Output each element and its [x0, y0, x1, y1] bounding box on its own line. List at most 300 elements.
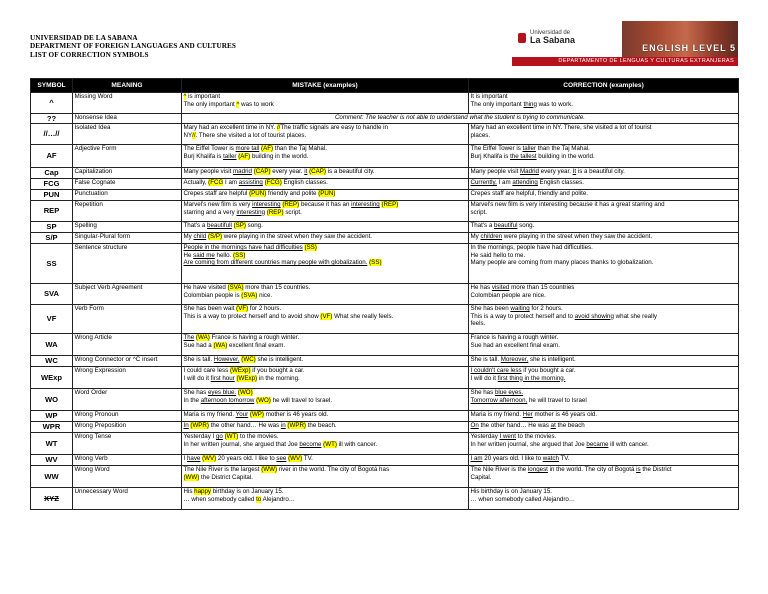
table-row: [31, 201, 739, 222]
text-segment: He said hello to me.: [470, 251, 526, 259]
text-segment: The Eiffel Tower is: [183, 145, 236, 152]
meaning-cell: Repetition: [73, 201, 182, 222]
correction-cell: [469, 124, 739, 145]
mistake-example-line: [184, 334, 467, 342]
underlined-text: have: [186, 455, 201, 462]
text-segment: more than 15 countries.: [243, 284, 311, 291]
meaning-cell: Wrong Article: [73, 334, 182, 356]
text-segment: Colombian people are nice.: [470, 291, 546, 299]
underlined-text: first thing in the morning.: [497, 374, 566, 382]
text-segment: She is tall.: [183, 356, 214, 363]
logo-univ-small: Universidad de: [530, 30, 571, 36]
text-segment: feels.: [470, 320, 486, 328]
error-marker: (CAP): [309, 168, 326, 175]
document-title: LIST OF CORRECTION SYMBOLS: [30, 50, 149, 59]
underlined-text: become: [299, 440, 322, 448]
correction-example-line: [471, 375, 737, 383]
underlined-text: it: [304, 168, 308, 175]
text-segment: building in the world.: [250, 152, 309, 160]
text-segment: … when somebody called: [183, 495, 257, 503]
text-segment: My: [183, 233, 194, 240]
symbol-cell: ??: [31, 114, 73, 124]
correction-example-line: [471, 334, 737, 342]
mistake-example-line: [184, 124, 467, 132]
text-segment: Yesterday I: [183, 433, 216, 440]
error-marker: (WW): [183, 473, 200, 481]
text-segment: Marvel's new film is very: [183, 201, 253, 208]
text-segment: TV.: [558, 455, 570, 462]
correction-example-line: [471, 168, 737, 176]
text-segment: for 2 hours.: [248, 305, 282, 312]
text-segment: is a beautiful city.: [325, 168, 375, 175]
underlined-text: waiting: [510, 305, 530, 312]
text-segment: Crepes staff are helpful: [183, 190, 250, 197]
underlined-text: madrid: [233, 168, 252, 175]
text-segment: ill with cancer.: [336, 440, 378, 448]
mistake-example-line: [184, 488, 467, 496]
underlined-text: at: [550, 422, 556, 429]
text-segment: The only important: [183, 100, 237, 108]
correction-example-line: [471, 233, 737, 241]
text-segment: he will travel to Israel.: [270, 396, 333, 404]
meaning-cell: Adjective Form: [73, 145, 182, 168]
underlined-text: children: [480, 233, 503, 240]
text-segment: What she really feels.: [332, 312, 394, 320]
text-segment: song.: [517, 222, 535, 229]
mistake-example-line: [184, 455, 467, 463]
underlined-text: I couldn't care less: [470, 367, 522, 374]
error-marker: ^: [183, 93, 187, 100]
underlined-text: The: [183, 334, 195, 341]
correction-example-line: [471, 313, 737, 321]
symbol-cell: SS: [31, 244, 73, 284]
symbol-cell: FCG: [31, 179, 73, 190]
text-segment: for 2 hours.: [529, 305, 563, 312]
text-segment: birthday is on January 15.: [211, 488, 284, 495]
error-marker: (SP): [233, 222, 246, 229]
text-segment: the District Capital.: [199, 473, 253, 481]
correction-cell: [469, 411, 739, 422]
underlined-text: beautifull: [207, 222, 232, 229]
mistake-cell: [182, 124, 469, 145]
text-segment: mother is 46 years old.: [532, 411, 598, 418]
text-segment: Capital.: [470, 473, 492, 481]
correction-cell: [469, 179, 739, 190]
course-logo-banner: [512, 21, 738, 66]
error-marker: //: [276, 124, 281, 131]
table-row: [31, 179, 739, 190]
error-marker: (SVA): [241, 291, 258, 299]
symbol-cell: WPR: [31, 422, 73, 433]
underlined-text: Are coming from different countries many people with globalization.: [183, 259, 368, 267]
correction-cell: [469, 389, 739, 411]
symbol-cell: REP: [31, 201, 73, 222]
error-marker: (WT): [323, 440, 337, 448]
table-row: [31, 455, 739, 466]
table-row: [31, 305, 739, 334]
text-segment: I: [183, 455, 187, 462]
text-segment: is a beautiful city.: [576, 168, 625, 175]
meaning-cell: Verb Form: [73, 305, 182, 334]
mistake-example-line: [184, 397, 467, 405]
underlined-text: assisting: [238, 179, 263, 186]
symbol-cell: AF: [31, 145, 73, 168]
table-row: [31, 466, 739, 488]
correction-example-line: [471, 179, 737, 187]
mistake-cell: [182, 466, 469, 488]
meaning-cell: Unnecessary Word: [73, 488, 182, 510]
underlined-text: Your: [235, 411, 249, 418]
text-segment: river in the world. The city of Bogotá has: [277, 466, 390, 473]
correction-example-line: [471, 222, 737, 230]
error-marker: (AF): [261, 145, 274, 152]
correction-example-line: [471, 320, 737, 328]
error-marker: (PUN): [249, 190, 267, 197]
mistake-example-line: [184, 259, 467, 267]
text-segment: France is having a rough winter.: [470, 334, 559, 341]
symbol-cell: Cap: [31, 168, 73, 179]
text-segment: Actually,: [183, 179, 209, 186]
table-row: [31, 433, 739, 455]
mistake-example-line: [184, 375, 467, 383]
meaning-cell: Capitalization: [73, 168, 182, 179]
university-name: UNIVERSIDAD DE LA SABANA: [30, 34, 138, 42]
error-marker: (VF): [320, 312, 333, 320]
column-header-meaning: MEANING: [73, 79, 182, 93]
error-marker: (VF): [236, 305, 249, 312]
error-marker: (CAP): [253, 168, 271, 175]
text-segment: The Nile River is the: [470, 466, 528, 473]
correction-example-line: [471, 244, 737, 252]
text-segment: His: [183, 488, 195, 495]
mistake-cell: [182, 244, 469, 284]
error-marker: (AF): [238, 152, 251, 160]
error-marker: (WExp): [229, 367, 251, 374]
text-segment: Alejandro…: [261, 495, 295, 503]
underlined-text: I am: [470, 455, 483, 462]
meaning-cell: Spelling: [73, 222, 182, 233]
mistake-example-line: [184, 132, 467, 140]
text-segment: In the mornings, people have had difficulties.: [470, 244, 593, 251]
mistake-cell: [182, 433, 469, 455]
error-marker: (REP): [266, 208, 284, 216]
error-marker: (WO): [237, 389, 253, 396]
table-row: [31, 145, 739, 168]
correction-example-line: [471, 496, 737, 504]
meaning-cell: Sentence structure: [73, 244, 182, 284]
table-row: [31, 334, 739, 356]
mistake-cell: [182, 305, 469, 334]
mistake-cell: [182, 422, 469, 433]
mistake-example-line: [184, 496, 467, 504]
mistake-cell: [182, 222, 469, 233]
table-row: [31, 124, 739, 145]
text-segment: My: [470, 233, 481, 240]
underlined-text: However,: [213, 356, 240, 363]
text-segment: Mary had an excellent time in NY.: [183, 124, 277, 131]
table-row: [31, 367, 739, 389]
error-marker: (WExp): [236, 374, 258, 382]
correction-example-line: [471, 101, 737, 109]
mistake-example-line: [184, 145, 467, 153]
text-segment: ill with cancer.: [608, 440, 649, 448]
text-segment: every year.: [270, 168, 305, 175]
error-marker: (PUN): [318, 190, 336, 197]
correction-example-line: [471, 201, 737, 209]
error-marker: (WA): [195, 334, 210, 341]
meaning-cell: Isolated Idea: [73, 124, 182, 145]
text-segment: script.: [470, 208, 488, 216]
correction-cell: [469, 168, 739, 179]
text-segment: In the: [183, 396, 201, 404]
correction-example-line: [471, 305, 737, 313]
symbol-cell: WExp: [31, 367, 73, 389]
mistake-example-line: [184, 244, 467, 252]
underlined-text: In: [183, 422, 189, 429]
symbol-cell: VF: [31, 305, 73, 334]
underlined-text: Tomorrow afternoon,: [470, 396, 528, 404]
mistake-cell: [182, 389, 469, 411]
column-header-mistake: MISTAKE (examples): [182, 79, 469, 93]
text-segment: Crepes staff are helpful, friendly and polite.: [470, 190, 589, 197]
text-segment: In her written journal, she argued that Joe: [470, 440, 587, 448]
correction-example-line: [471, 93, 737, 101]
text-segment: because it has an: [299, 201, 352, 208]
mistake-example-line: [184, 474, 467, 482]
meaning-cell: Word Order: [73, 389, 182, 411]
meaning-cell: Wrong Verb: [73, 455, 182, 466]
university-logo-text: [530, 30, 575, 45]
text-segment: every year.: [538, 168, 573, 175]
document-header: [30, 34, 236, 59]
symbol-cell: S/P: [31, 233, 73, 244]
correction-cell: [469, 222, 739, 233]
text-segment: She is tall.: [470, 356, 501, 363]
underlined-text: go: [215, 433, 223, 440]
error-marker: (REP): [282, 201, 300, 208]
error-marker: (WT): [224, 433, 239, 440]
mistake-example-line: [184, 222, 467, 230]
text-segment: TV.: [302, 455, 313, 462]
text-segment: Many people are coming from many places thanks to globalization.: [470, 259, 654, 267]
error-marker: (WPR): [190, 422, 209, 429]
text-segment: That's a: [183, 222, 208, 229]
mistake-example-line: [184, 389, 467, 397]
underlined-text: taller: [223, 152, 237, 160]
table-row: [31, 389, 739, 411]
meaning-cell: Missing Word: [73, 93, 182, 114]
error-marker: (FCG): [264, 179, 282, 186]
underlined-text: taller: [522, 145, 536, 152]
correction-cell: [469, 93, 739, 114]
symbol-cell: SP: [31, 222, 73, 233]
correction-example-line: [471, 411, 737, 419]
text-segment: Many people visit: [470, 168, 521, 175]
correction-example-line: [471, 153, 737, 161]
underlined-text: Madrid: [520, 168, 539, 175]
underlined-text: interesting: [351, 201, 380, 208]
text-segment: The traffic signals are easy to handle in: [280, 124, 388, 131]
table-row: [31, 244, 739, 284]
mistake-example-line: [184, 252, 467, 260]
text-segment: the beach: [555, 422, 585, 429]
text-segment: She has: [470, 389, 495, 396]
text-segment: were playing in the street when they saw the accident.: [502, 233, 653, 240]
text-segment: what she really: [613, 312, 657, 320]
text-segment: His birthday is on January 15.: [470, 488, 553, 495]
correction-cell: [469, 334, 739, 356]
text-segment: It is important: [470, 93, 508, 100]
symbol-cell: WA: [31, 334, 73, 356]
underlined-text: afternoon tomorrow: [200, 396, 255, 404]
symbol-cell: WO: [31, 389, 73, 411]
table-row: [31, 233, 739, 244]
mistake-example-line: [184, 313, 467, 321]
text-segment: the District: [640, 466, 672, 473]
correction-cell: [469, 201, 739, 222]
mistake-cell: [182, 455, 469, 466]
error-marker: (WO): [256, 396, 271, 404]
correction-example-line: [471, 474, 737, 482]
correction-example-line: [471, 292, 737, 300]
error-marker: (SS): [369, 259, 382, 267]
underlined-text: Currently,: [470, 179, 497, 186]
correction-example-line: [471, 259, 737, 267]
meaning-cell: Wrong Connector or ^C insert: [73, 356, 182, 367]
text-segment: Burj Khalifa is: [183, 152, 224, 160]
mistake-example-line: [184, 466, 467, 474]
text-segment: the other hand… He was: [478, 422, 551, 429]
text-segment: English classes.: [281, 179, 328, 186]
table-row: [31, 114, 739, 124]
correction-example-line: [471, 145, 737, 153]
underlined-text: the tallest: [510, 152, 537, 160]
table-row: [31, 190, 739, 201]
symbol-cell: WT: [31, 433, 73, 455]
column-header-symbol: SYMBOL: [31, 79, 73, 93]
mistake-example-line: [184, 190, 467, 198]
mistake-example-line: [184, 367, 467, 375]
text-segment: to the movies.: [516, 433, 557, 440]
error-marker: (SVA): [227, 284, 244, 291]
symbol-cell: XYZ: [31, 488, 73, 510]
text-segment: I am: [223, 179, 239, 186]
department-name: DEPARTMENT OF FOREIGN LANGUAGES AND CULTURES: [30, 42, 237, 51]
text-segment: song.: [245, 222, 263, 229]
correction-example-line: [471, 397, 737, 405]
underlined-text: interesting: [236, 208, 266, 216]
underlined-text: more tall: [235, 145, 260, 152]
error-marker: ^: [236, 100, 240, 108]
correction-example-line: [471, 422, 737, 430]
university-seal-icon: [518, 33, 526, 43]
meaning-cell: Singular-Plural form: [73, 233, 182, 244]
mistake-cell: [182, 179, 469, 190]
text-segment: script.: [283, 208, 302, 216]
error-marker: (WW): [261, 466, 278, 473]
text-segment: That's a: [470, 222, 495, 229]
mistake-cell: [182, 356, 469, 367]
text-segment: starring and a very: [183, 208, 237, 216]
correction-cell: [469, 284, 739, 305]
underlined-text: It: [572, 168, 577, 175]
mistake-example-line: [184, 284, 467, 292]
error-marker: (WPR): [287, 422, 306, 429]
error-marker: //: [192, 131, 196, 139]
correction-cell: [469, 356, 739, 367]
text-segment: Marvel's new film is very interesting because it has a great starring and: [470, 201, 665, 208]
error-marker: (WC): [241, 356, 256, 363]
underlined-text: eyes blue.: [207, 389, 237, 396]
underlined-text: became: [586, 440, 609, 448]
text-segment: He: [183, 251, 194, 259]
underlined-text: first hour: [210, 374, 235, 382]
mistake-example-line: [184, 233, 467, 241]
meaning-cell: Subject Verb Agreement: [73, 284, 182, 305]
text-segment: Mary had an excellent time in NY. There, she visited a lot of tourist: [470, 124, 652, 131]
table-row: [31, 284, 739, 305]
underlined-text: interesting: [252, 201, 281, 208]
symbol-cell: WV: [31, 455, 73, 466]
mistake-example-line: [184, 93, 467, 101]
text-segment: building in the world.: [536, 152, 595, 160]
meaning-cell: Wrong Preposition: [73, 422, 182, 433]
text-segment: mother is 46 years old.: [264, 411, 329, 418]
table-row: [31, 222, 739, 233]
mistake-example-line: [184, 179, 467, 187]
text-segment: places.: [470, 131, 491, 139]
correction-example-line: [471, 367, 737, 375]
comment-cell: Comment: The teacher is not able to understand what the student is trying to communicate.: [182, 114, 739, 124]
correction-cell: [469, 305, 739, 334]
mistake-example-line: [184, 356, 467, 364]
correction-cell: [469, 367, 739, 389]
correction-cell: [469, 455, 739, 466]
correction-example-line: [471, 466, 737, 474]
table-row: [31, 488, 739, 510]
underlined-text: visited: [491, 284, 510, 291]
logo-univ-big: La Sabana: [530, 35, 576, 45]
correction-example-line: [471, 132, 737, 140]
mistake-example-line: [184, 411, 467, 419]
correction-example-line: [471, 356, 737, 364]
correction-example-line: [471, 209, 737, 217]
text-segment: more than 15 countries: [509, 284, 575, 291]
text-segment: I will do it: [183, 374, 211, 382]
underlined-text: Her: [522, 411, 533, 418]
underlined-text: see: [276, 455, 287, 462]
underlined-text: Moreover,: [500, 356, 529, 363]
text-segment: she is intelligent.: [255, 356, 304, 363]
text-segment: Sue had a: [183, 341, 214, 349]
english-level-label: ENGLISH LEVEL 5: [642, 43, 736, 53]
error-marker: (REP): [381, 201, 399, 208]
underlined-text: watch: [542, 455, 559, 462]
text-segment: 20 years old. I like to: [482, 455, 543, 462]
text-segment: in the world. The city of Bogotá: [547, 466, 637, 473]
table-row: [31, 422, 739, 433]
text-segment: 20 years old. I like to: [216, 455, 277, 462]
symbol-cell: WC: [31, 356, 73, 367]
correction-cell: [469, 466, 739, 488]
text-segment: than the Taj Mahal.: [535, 145, 590, 152]
text-segment: The only important: [470, 100, 524, 108]
meaning-cell: Wrong Word: [73, 466, 182, 488]
table-header-row: [31, 79, 739, 93]
error-marker: (S/P): [207, 233, 223, 240]
underlined-text: said me: [193, 251, 215, 259]
mistake-example-line: [184, 441, 467, 449]
